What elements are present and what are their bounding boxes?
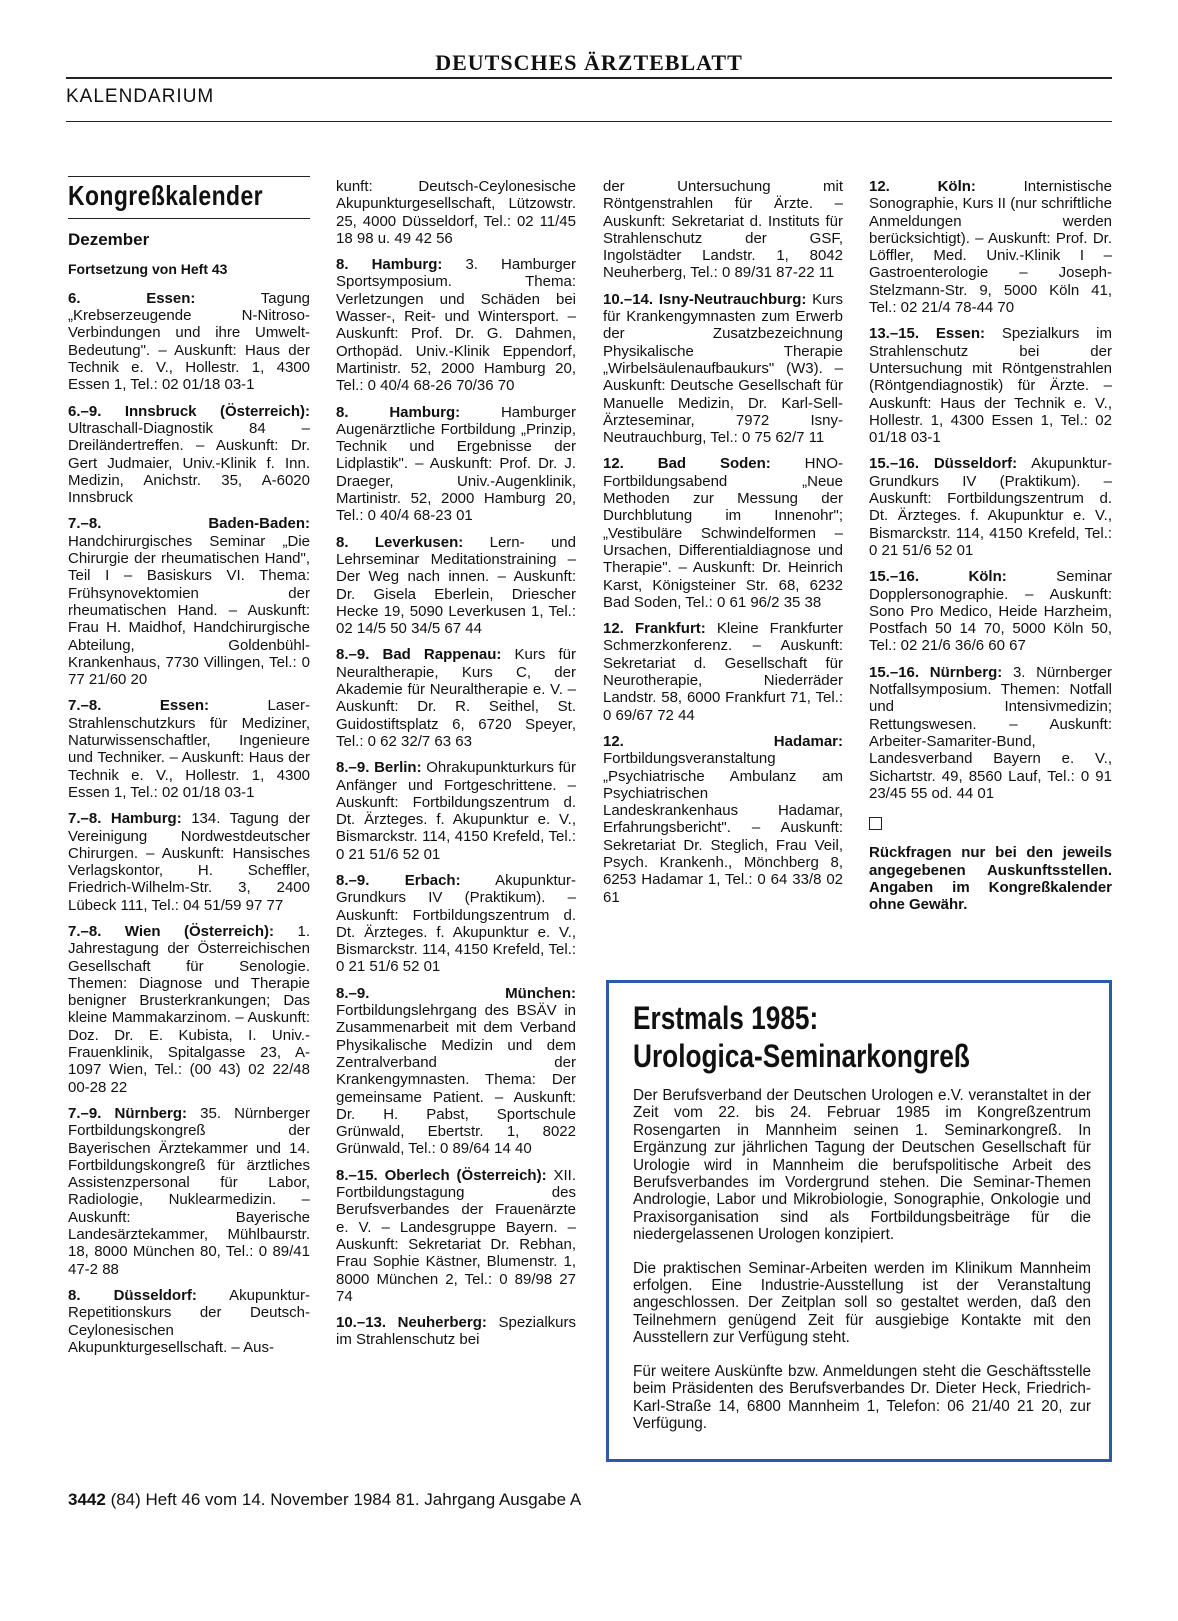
entry-date: 12. [603,620,624,638]
checkbox-icon [869,817,882,830]
entry-place: Bad Rappenau: [382,646,502,664]
calendar-entry [336,872,576,976]
entry-text: Spezialkurs im Strahlenschutz bei [336,1314,577,1349]
entry-text: Lern- und Lehrseminar Meditationstraining – Der Weg nach innen. – Auskunft: Dr. Gisela Eberlein, Driescher Hecke 19, 5090 Leverkusen 1, Tel.: 02 14/5 50 34/5 67 44 [336,533,576,638]
entry-place: Frankfurt: [634,620,706,638]
calendar-entry [68,1105,310,1278]
entry-place: Bad Soden: [657,455,771,473]
column-4 [869,178,1112,914]
announcement-box [606,980,1112,1462]
entry-date: 12. [869,178,890,195]
entry-date: 12. [603,732,624,750]
masthead: DEUTSCHES ÄRZTEBLATT [435,50,743,75]
entry-date: 15.–16. [869,455,920,473]
entry-date: 8.–9. [336,759,370,777]
calendar-entry [68,403,310,507]
entry-place: Düsseldorf: [933,455,1018,473]
entry-text: Handchirurgisches Seminar „Die Chirurgie der rheumatischen Hand", Teil I – Basiskurs VI. Thema: Frühsynovektomien der rheumatischen Hand. – Auskunft: Frau H. Maidhof, Handchirurgische Abteilung, Goldenbühl-Krankenhaus, 7730 Villingen, Tel.: 0 77 21/60 20 [68,532,310,689]
entry-text: 35. Nürnberger Fortbildungskongreß der Bayerischen Ärztekammer und 14. Fortbildungskongreß für ärztliches Assistenzpersonal für Labor, Radiologie, Nuklearmedizin. – Auskunft: Bayerische Landesärztekammer, Mühlbaurstr. 18, 8000 München 80, Tel.: 0 89/41 47-2 88 [68,1104,311,1278]
entry-text: Kleine Frankfurter Schmerzkonferenz. – Auskunft: Sekretariat d. Gesellschaft für Neurotherapie, Niederräder Landstr. 58, 6000 Frankfurt 71, Tel.: 0 69/67 72 44 [603,620,844,724]
entry-text: der Untersuchung mit Röntgenstrahlen für Ärzte. – Auskunft: Sekretariat d. Instituts für Strahlenschutz der GSF, Ingolstädter Landstr. 1, 8042 Neuherberg, Tel.: 0 89/31 87-22 11 [603,178,843,282]
entry-place: Hadamar: [773,732,843,750]
column-2 [336,178,576,1358]
entry-date: 8.–9. [336,871,370,889]
entry-text: 1. Jahrestagung der Österreichischen Gesellschaft für Senologie. Themen: Diagnose und Therapie benigner Brusterkrankungen; Das kleine Mammakarzinom. – Auskunft: Doz. Dr. E. Kubista, I. Univ.-Frauenklinik, Spitalgasse 23, A-1097 Wien, Tel.: (00 43) 02 22/48 00-28 22 [68,922,311,1096]
entry-place: Isny-Neutrauchburg: [658,290,807,308]
entry-text: XII. Fortbildungstagung des Berufsverbandes der Frauenärzte e. V. – Landesgruppe Bayern. – Auskunft: Sekretariat Dr. Rebhan, Frau Sophie Kästner, Blumenstr. 1, 8000 München 2, Tel.: 0 89/98 27 74 [336,1166,576,1305]
entry-place: Düsseldorf: [113,1286,197,1304]
announcement-title-line2: Urologica-Seminarkongreß [633,1038,970,1074]
announcement-title-line1: Erstmals 1985: [633,1000,819,1036]
entry-text: Akupunktur-Grundkurs IV (Praktikum). – Auskunft: Fortbildungszentrum d. Dt. Ärzteges. f. Akupunktur e. V., Bismarckstr. 114, 4150 Krefeld, Tel.: 0 21 51/6 52 01 [336,871,576,976]
entry-text: Tagung „Krebserzeugende N-Nitroso-Verbindungen und ihre Umwelt-Bedeutung". – Auskunft: Haus der Technik e. V., Hollestr. 1, 4300 Essen 1, Tel.: 02 01/18 03-1 [68,289,310,394]
calendar-entry [869,455,1112,559]
entry-date: 15.–16. [869,663,920,681]
calendar-entry [603,455,843,611]
entry-date: 7.–8. [68,922,102,940]
entry-text: 3. Hamburger Sportsymposium. Thema: Verletzungen und Schäden bei Wasser-, Reit- und Wintersport. – Auskunft: Prof. Dr. G. Dahmen, Orthopäd. Univ.-Klinik Eppendorf, Martinistr. 52, 2000 Hamburg 20, Tel.: 0 40/4 68-26 70/36 70 [336,256,577,395]
entry-text: Laser-Strahlenschutzkurs für Mediziner, Naturwissenschaftler, Ingenieure und Techniker. – Auskunft: Haus der Technik e. V., Hollestr. 1, 4300 Essen 1, Tel.: 02 01/18 03-1 [68,697,310,801]
calendar-entry [603,291,843,447]
announcement-paragraph: Der Berufsverband der Deutschen Urologen e.V. veranstaltet in der Zeit vom 22. bis 24. Februar 1985 im Kongreßzentrum Rosengarten in Mannheim seinen 1. Seminarkongreß. In Ergänzung zur jährlichen Tagung der Deutschen Gesellschaft für Urologie wird in Mannheim die berufspolitische Arbeit des Berufsverbandes im Vordergrund stehen. Die Seminar-Themen Andrologie, Labor und Mikrobiologie, Sonographie, Onkologie und Praxisorganisation sind als Fortbildungsbeiträge für die niedergelassenen Urologen konzipiert. [633,1087,1091,1244]
column-1 [68,178,310,1365]
entry-text: 134. Tagung der Vereinigung Nordwestdeutscher Chirurgen. – Auskunft: Hansisches Verlagskontor, H. Scheffler, Friedrich-Wilhelm-Str. 3, 2400 Lübeck 111, Tel.: 04 51/59 97 77 [68,810,310,914]
entry-date: 7.–9. [68,1104,102,1122]
calendar-entry [869,325,1112,446]
entry-place: Nürnberg: [929,663,1003,681]
entry-text: HNO-Fortbildungsabend „Neue Methoden zur Messung der Durchblutung im Innenohr"; „Vestibuläre Schwindelformen – Ursachen, Differentialdiagnose und Therapie". – Auskunft: Dr. Heinrich Karst, Königsteiner Str. 68, 6232 Bad Soden, Tel.: 0 61 96/2 35 38 [603,455,844,611]
calendar-entry [336,256,576,394]
entry-text: Hamburger Augenärztliche Fortbildung „Prinzip, Technik und Ergebnisse der Lidplastik". – Auskunft: Prof. Dr. J. Draeger, Univ.-Augenklinik, Martinistr. 52, 2000 Hamburg 20, Tel.: 0 40/4 68-23 01 [336,403,577,525]
entry-text: Fortbildungslehrgang des BSÄV in Zusammenarbeit mit dem Verband Physikalische Medizin und dem Zentralverband der Krankengymnasten. Thema: Der gemeinsame Patient. – Auskunft: Dr. H. Pabst, Sportschule Grünwald, Ebertstr. 1, 8022 Grünwald, Tel.: 0 89/64 14 40 [336,1002,576,1158]
entry-date: 8. [336,256,349,274]
entry-place: Köln: [968,568,1007,586]
calendar-entry [869,664,1112,802]
calendar-entry [336,404,576,525]
entry-place: Berlin: [374,759,422,777]
entry-date: 7.–8. [68,697,102,715]
entry-place: Erbach: [404,871,461,889]
entry-text: 3. Nürnberger Notfallsymposium. Themen: Notfall und Intensivmedizin; Rettungswesen. – Auskunft: Arbeiter-Samariter-Bund, Landesverband Bayern e. V., Sichartstr. 49, 8560 Lauf, Tel.: 0 91 23/45 55 od. 44 01 [869,663,1113,802]
entry-place: Hamburg: [110,810,182,828]
entry-place: Nürnberg: [114,1104,188,1122]
entry-place: Essen: [146,289,196,307]
month-heading: Dezember [68,230,150,250]
calendar-entry [336,985,576,1158]
header-rule [66,77,1112,79]
entry-text: Internistische Sonographie, Kurs II (nur schriftliche Anmeldungen werden berücksichtigt). – Auskunft: Prof. Dr. Löffler, Med. Univ.-Klinik I – Gastroenterologie – Joseph-Stelzmann-Str. 9, 5000 Köln 41, Tel.: 02 21/4 78-44 70 [869,178,1112,317]
continued-note: Fortsetzung von Heft 43 [68,260,228,277]
calendar-entry [336,646,576,750]
calendar-entry [68,923,310,1096]
entry-date: 10.–14. [603,290,654,308]
entry-text: Fortbildungsveranstaltung „Psychiatrische Ambulanz am Psychiatrischen Landeskrankenhaus Hadamar, Erfahrungsbericht". – Auskunft: Sekretariat Dr. Steglich, Frau Veil, Psych. Krankenh., Mönchberg 8, 6253 Hadamar 1, Tel.: 0 64 33/8 02 61 [603,750,843,906]
calendar-entry [603,733,843,906]
entry-text: Spezialkurs im Strahlenschutz bei der Untersuchung mit Röntgenstrahlen (Röntgendiagnostik) für Ärzte. – Auskunft: Haus der Technik e. V., Hollestr. 1, 4300 Essen 1, Tel.: 02 01/18 03-1 [869,325,1112,447]
section-title: KALENDARIUM [66,86,215,107]
calendar-entry [68,290,310,394]
kalender-bottom-rule [68,218,310,219]
entry-date: 8.–9. [336,984,370,1002]
calendar-entry [68,810,310,914]
entry-place: Hamburg: [371,256,443,274]
entry-text: Ultraschall-Diagnostik 84 – Dreiländertreffen. – Auskunft: Dr. Gert Judmaier, Univ.-Klinik f. Inn. Medizin, Anichstr. 35, A-6020 Innsbruck [68,419,310,507]
entry-text: Kurs für Neuraltherapie, Kurs C, der Akademie für Neuraltherapie e. V. – Auskunft: Dr. R. Seithel, St. Guidostiftsplatz 6, 6720 Speyer, Tel.: 0 62 32/7 63 63 [336,646,576,750]
column-3 [603,178,843,915]
entry-date: 8.–9. [336,646,370,664]
calendar-entry [336,759,576,863]
entry-place: Innsbruck (Österreich): [124,402,311,420]
entry-place: Köln: [937,178,976,195]
page-number: 3442 [68,1490,106,1509]
entry-place: Leverkusen: [374,533,464,551]
disclaimer: Rückfragen nur bei den jeweils angegebenen Auskunftsstellen. Angaben im Kongreßkalender ohne Gewähr. [869,844,1112,914]
entry-date: 8. [336,533,349,551]
entry-date: 8.–15. [336,1166,378,1184]
calendar-entry [603,178,843,282]
entry-date: 6.–9. [68,402,102,420]
kalender-top-rule [68,176,310,177]
entry-place: Baden-Baden: [208,515,310,533]
announcement-paragraph: Für weitere Auskünfte bzw. Anmeldungen steht die Geschäftsstelle beim Präsidenten des Berufsverbandes Dr. Dieter Heck, Friedrich-Karl-Straße 14, 6800 Mannheim 1, Telefon: 06 21/40 21 20, zur Verfügung. [633,1362,1091,1432]
calendar-entry [68,515,310,688]
calendar-entry [336,1314,576,1349]
entry-date: 12. [603,455,624,473]
entry-place: Essen: [159,697,210,715]
entry-text: Kurs für Krankengymnasten zum Erwerb der Zusatzbezeichnung Physikalische Therapie „Wirbelsäulenaufbaukurs" (W3). – Auskunft: Deutsche Gesellschaft für Manuelle Medizin, Dr. Karl-Sell-Ärzteseminar, 7972 Isny-Neutrauchburg, Tel.: 0 75 62/7 11 [603,290,843,447]
entry-place: Neuherberg: [397,1314,487,1332]
issue-info: (84) Heft 46 vom 14. November 1984 81. Jahrgang Ausgabe A [110,1490,582,1509]
entry-place: Oberlech (Österreich): [384,1166,547,1184]
calendar-entry [336,534,576,638]
kalender-title: Kongreßkalender [68,180,263,211]
entry-date: 8. [68,1286,81,1304]
entry-date: 8. [336,403,349,421]
entry-date: 7.–8. [68,515,102,533]
calendar-entry [603,620,843,724]
section-rule [66,121,1112,122]
calendar-entry [68,697,310,801]
entry-date: 10.–13. [336,1314,387,1332]
entry-place: München: [505,984,576,1002]
entry-date: 15.–16. [869,568,920,586]
entry-text: Akupunktur-Grundkurs IV (Praktikum). – Auskunft: Fortbildungszentrum d. Dt. Ärzteges. f. Akupunktur e. V., Bismarckstr. 114, 4150 Krefeld, Tel.: 0 21 51/6 52 01 [869,455,1112,559]
entry-date: 7.–8. [68,810,102,828]
entry-text: Seminar Dopplersonographie. – Auskunft: Sono Pro Medico, Heide Harzheim, Postfach 50 14 70, 5000 Köln 50, Tel.: 02 21/6 36/6 60 67 [869,568,1112,655]
calendar-entry [869,178,1112,316]
entry-place: Wien (Österreich): [124,922,275,940]
announcement-paragraph: Die praktischen Seminar-Arbeiten werden im Klinikum Mannheim erfolgen. Eine Industrie-Ausstellung ist der Veranstaltung angeschlossen. Der Zeitplan soll so gestaltet werden, daß den Teilnehmern genügend Zeit für ausgiebige Kontakte mit den Ausstellern zur Verfügung steht. [633,1259,1091,1347]
entry-text: Ohrakupunkturkurs für Anfänger und Fortgeschrittene. – Auskunft: Fortbildungszentrum d. Dt. Ärzteges. f. Akupunktur e. V., Bismarckstr. 114, 4150 Krefeld, Tel.: 0 21 51/6 52 01 [336,759,576,863]
calendar-entry [336,1167,576,1305]
announcement-title [633,999,1009,1075]
entry-text: kunft: Deutsch-Ceylonesische Akupunkturgesellschaft, Lützowstr. 25, 4000 Düsseldorf, Tel.: 02 11/45 18 98 u. 49 42 56 [336,178,576,247]
calendar-entry [68,1287,310,1356]
calendar-entry [336,178,576,247]
calendar-entry [869,568,1112,654]
entry-text: Akupunktur-Repetitionskurs der Deutsch-Ceylonesischen Akupunkturgesellschaft. – Aus- [68,1286,310,1356]
entry-place: Essen: [935,325,986,343]
page-footer [68,1490,581,1510]
entry-date: 6. [68,289,81,307]
entry-place: Hamburg: [389,403,461,421]
entry-date: 13.–15. [869,325,920,343]
